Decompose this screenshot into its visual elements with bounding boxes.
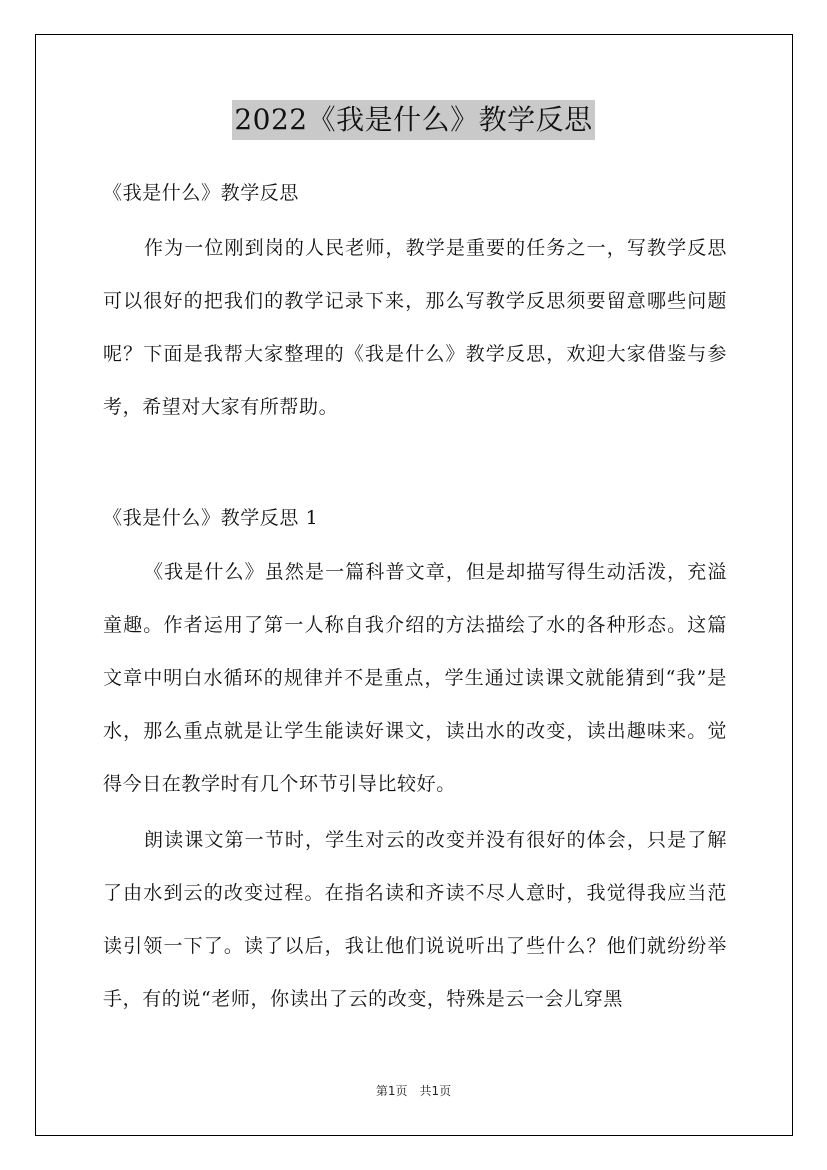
- section-1-heading: 《我是什么》教学反思 1: [103, 507, 319, 529]
- document-title: 2022《我是什么》教学反思: [232, 100, 594, 140]
- document-subtitle: 《我是什么》教学反思: [103, 182, 300, 204]
- section-1-paragraph-1: 《我是什么》虽然是一篇科普文章，但是却描写得生动活泼，充溢童趣。作者运用了第一人称自我介绍的方法描绘了水的各种形态。这篇文章中明白水循环的规律并不是重点，学生通过读课文就能猜到“我”是水，那么重点就是让学生能读好课文，读出水的改变，读出趣味来。觉得今日在教学时有几个环节引导比较好。: [103, 561, 727, 795]
- page-footer: 第1页 共1页: [375, 1084, 452, 1098]
- section-1-paragraph-2: 朗读课文第一节时，学生对云的改变并没有很好的体会，只是了解了由水到云的改变过程。在指名读和齐读不尽人意时，我觉得我应当范读引领一下了。读了以后，我让他们说说听出了些什么？他们就纷纷举手，有的说“老师，你读出了云的改变，特殊是云一会儿穿黑: [103, 829, 727, 1010]
- title-container: [0, 100, 827, 140]
- intro-paragraph: 作为一位刚到岗的人民老师，教学是重要的任务之一，写教学反思可以很好的把我们的教学记录下来，那么写教学反思须要留意哪些问题呢？下面是我帮大家整理的《我是什么》教学反思，欢迎大家借鉴与参考，希望对大家有所帮助。: [103, 237, 727, 418]
